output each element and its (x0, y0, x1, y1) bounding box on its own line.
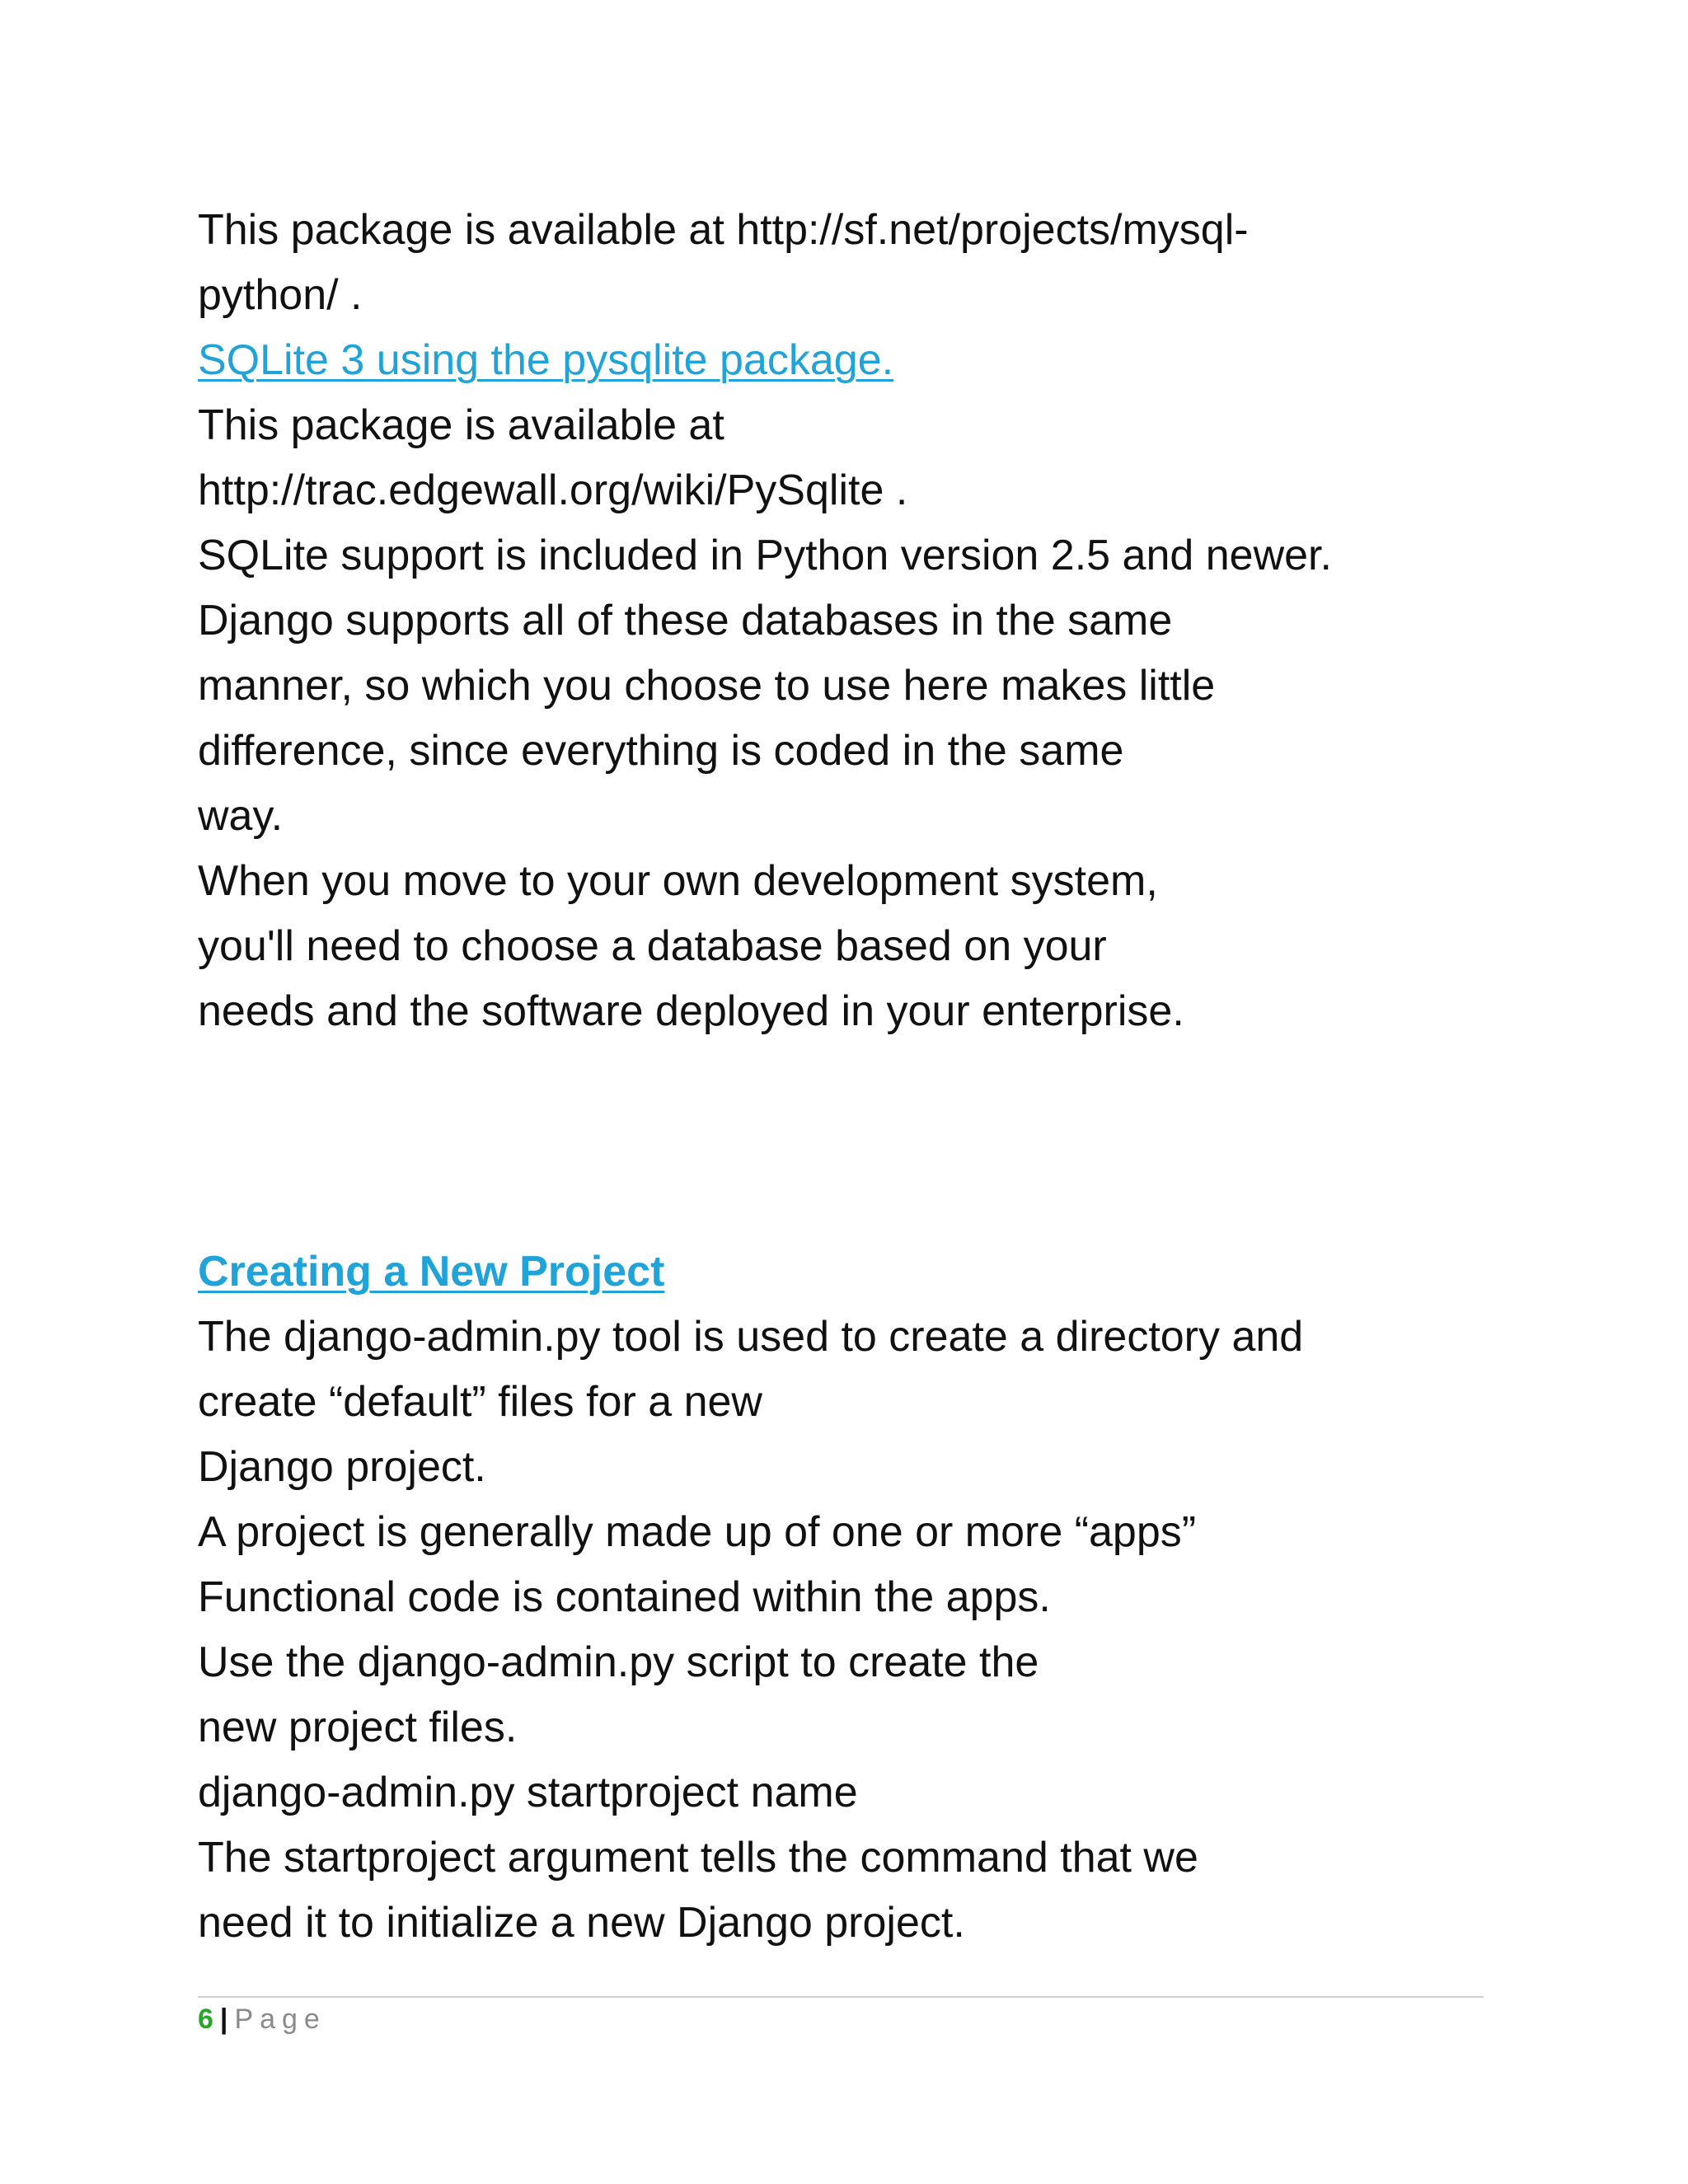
body-text-line: Functional code is contained within the apps. (198, 1573, 1051, 1621)
body-text-line: way. (198, 792, 284, 840)
body-text-line: needs and the software deployed in your enterprise. (198, 987, 1184, 1035)
body-text-line: This package is available at http://sf.net/projects/mysql- (198, 206, 1249, 254)
page-number: 6 (198, 2004, 213, 2035)
body-text-line: Use the django-admin.py script to create the (198, 1638, 1039, 1686)
body-text-line: Django supports all of these databases in the same (198, 597, 1173, 644)
creating-new-project-heading[interactable]: Creating a New Project (198, 1248, 665, 1296)
footer-divider (198, 1996, 1484, 1998)
body-text-line: python/ . (198, 271, 363, 319)
footer-separator: | (219, 2004, 228, 2035)
sqlite-link-line (198, 328, 1484, 393)
body-text-line: The startproject argument tells the command that we (198, 1834, 1198, 1882)
page-footer (198, 2003, 326, 2036)
body-text-line: create “default” files for a new (198, 1378, 762, 1426)
section-heading-line (198, 1240, 1484, 1305)
section-spacer (198, 1044, 1484, 1240)
body-text-line: new project files. (198, 1704, 518, 1751)
body-text-line: A project is generally made up of one or more “apps” (198, 1508, 1197, 1556)
body-text-line: Django project. (198, 1443, 486, 1491)
command-text-line: django-admin.py startproject name (198, 1769, 858, 1816)
body-text-line: This package is available at (198, 401, 724, 449)
body-text-line: difference, since everything is coded in the same (198, 727, 1124, 775)
body-text-line: manner, so which you choose to use here makes little (198, 662, 1216, 710)
body-text-line: you'll need to choose a database based on your (198, 922, 1107, 970)
sqlite-pysqlite-link[interactable]: SQLite 3 using the pysqlite package. (198, 336, 894, 384)
body-text-line: SQLite support is included in Python version 2.5 and newer. (198, 532, 1332, 579)
page-content (198, 198, 1484, 1956)
body-text-line: http://trac.edgewall.org/wiki/PySqlite . (198, 466, 908, 514)
body-text-line: need it to initialize a new Django project. (198, 1899, 965, 1947)
page-label: Page (234, 2004, 326, 2035)
body-text-line: When you move to your own development system, (198, 857, 1158, 905)
body-text-line: The django-admin.py tool is used to create a directory and (198, 1313, 1304, 1361)
